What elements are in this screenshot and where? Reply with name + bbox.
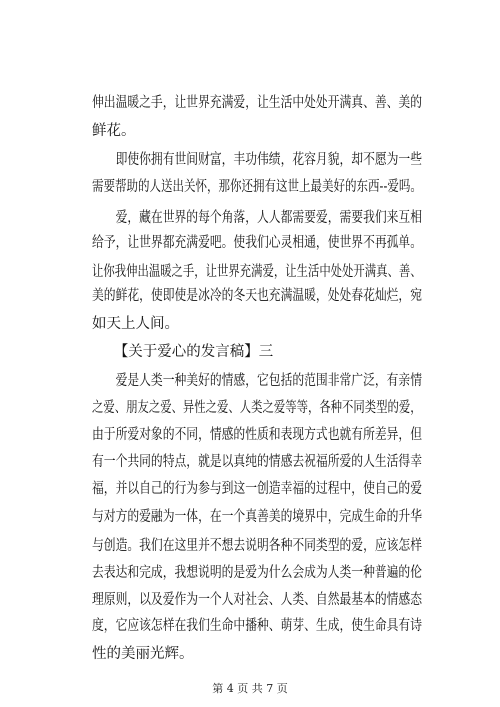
- text-line: 即使你拥有世间财富，丰功伟绩，花容月貌，却不愿为一些: [92, 152, 422, 168]
- text-line: 伸出温暖之手，让世界充满爱，让生活中处处开满真、善、美的: [92, 95, 422, 111]
- text-line: 如天上人间。: [92, 316, 179, 332]
- text-line: 理原则，以及爱作为一个人对社会、人类、自然最基本的情感态: [92, 592, 422, 608]
- text-line: 【关于爱心的发言稿】三: [92, 344, 274, 360]
- text-line: 度，它应该怎样在我们生命中播种、萌芽、生成，使生命具有诗: [92, 618, 422, 634]
- text-line: 由于所爱对象的不同，情感的性质和表现方式也就有所差异，但: [92, 427, 422, 443]
- text-line: 与创造。我们在这里并不想去说明各种不同类型的爱，应该怎样: [92, 538, 422, 554]
- text-line: 之爱、朋友之爱、异性之爱、人类之爱等等，各种不同类型的爱，: [92, 400, 422, 416]
- text-line: 给予，让世界都充满爱吧。使我们心灵相通，使世界不再孤单。: [92, 235, 422, 251]
- text-line: 让你我伸出温暖之手，让世界充满爱，让生活中处处开满真、善、: [92, 264, 422, 280]
- text-line: 美的鲜花，使即使是冰冷的冬天也充满温暖，处处春花灿烂，宛: [92, 288, 422, 304]
- text-line: 性的美丽光辉。: [92, 646, 194, 662]
- text-line: 有一个共同的特点，就是以真纯的情感去祝福所爱的人生活得幸: [92, 454, 422, 470]
- text-line: 爱，藏在世界的每个角落，人人都需要爱，需要我们来互相: [92, 210, 422, 226]
- text-line: 爱是人类一种美好的情感，它包括的范围非常广泛，有亲情: [92, 373, 422, 389]
- page-footer: 第 4 页 共 7 页: [212, 682, 288, 695]
- text-line: 去表达和完成，我想说明的是爱为什么会成为人类一种普遍的伦: [92, 565, 422, 581]
- text-line: 需要帮助的人送出关怀，那你还拥有这世上最美好的东西--爱吗。: [92, 179, 422, 195]
- text-line: 鲜花。: [92, 123, 136, 139]
- text-line: 与对方的爱融为一体，在一个真善美的境界中，完成生命的升华: [92, 509, 422, 525]
- text-line: 福，并以自己的行为参与到这一创造幸福的过程中，使自己的爱: [92, 481, 422, 497]
